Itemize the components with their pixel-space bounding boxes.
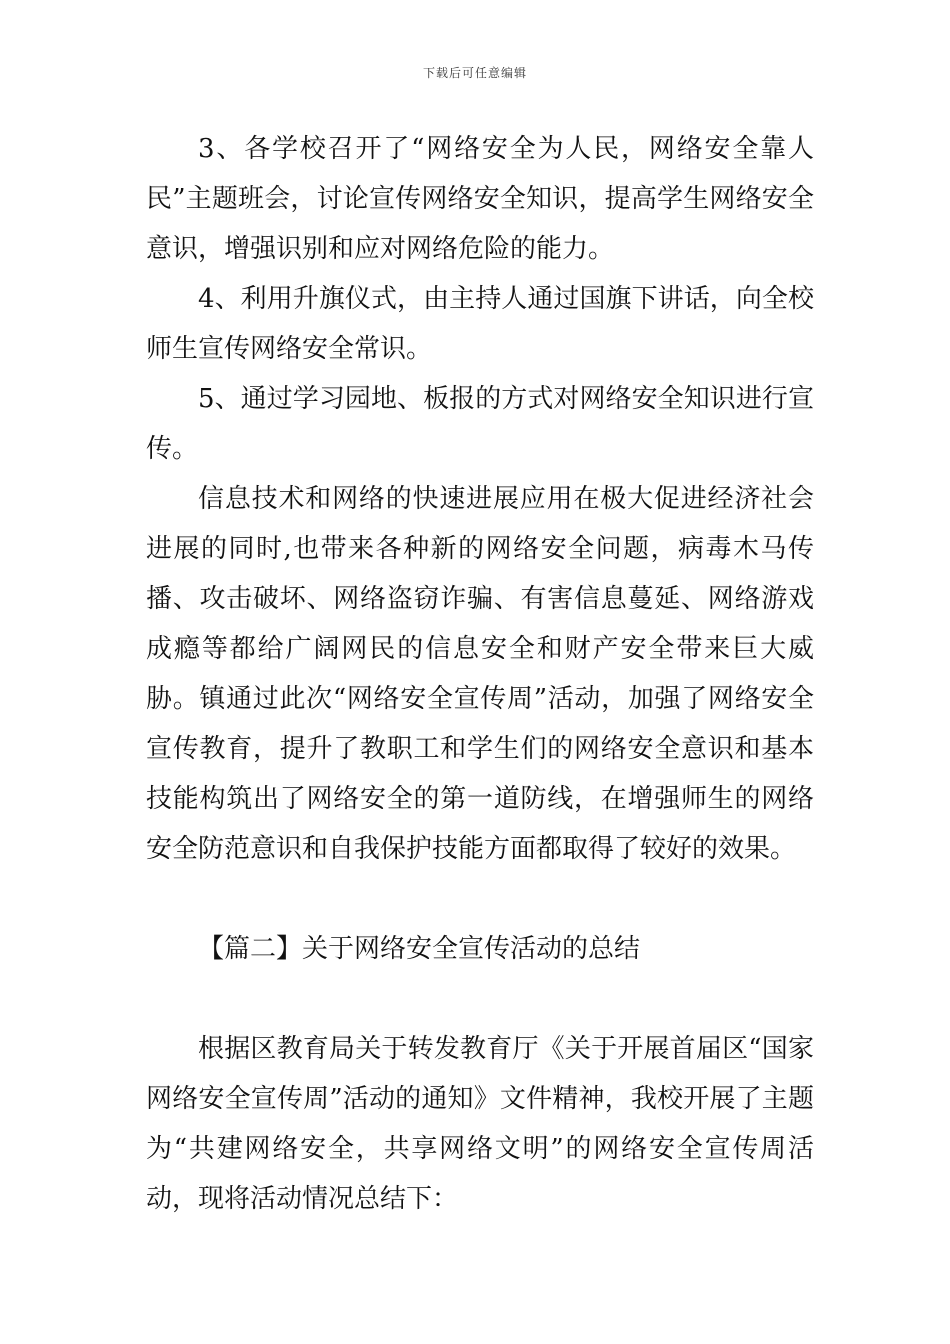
- section-spacer: [146, 974, 814, 1024]
- section-intro-paragraph: 根据区教育局关于转发教育厅《关于开展首届区“国家网络安全宣传周”活动的通知》文件精神，我校开展了主题为“共建网络安全，共享网络文明”的网络安全宣传周活动，现将活动情况总结下：: [146, 1034, 814, 1214]
- section-heading: 【篇二】关于网络安全宣传活动的总结: [198, 934, 641, 964]
- paragraph-item-4: 4、利用升旗仪式，由主持人通过国旗下讲话，向全校师生宣传网络安全常识。: [146, 284, 814, 364]
- page-header: 下载后可任意编辑: [422, 66, 527, 80]
- paragraph-summary: 信息技术和网络的快速进展应用在极大促进经济社会进展的同时,也带来各种新的网络安全问题，病毒木马传播、攻击破坏、网络盗窃诈骗、有害信息蔓延、网络游戏成瘾等都给广阔网民的信息安全和财产安全带来巨大威胁。镇通过此次“网络安全宣传周”活动，加强了网络安全宣传教育，提升了教职工和学生们的网络安全意识和基本技能构筑出了网络安全的第一道防线，在增强师生的网络安全防范意识和自我保护技能方面都取得了较好的效果。: [146, 484, 814, 864]
- paragraph-item-5: 5、通过学习园地、板报的方式对网络安全知识进行宣传。: [146, 384, 814, 464]
- paragraph-item-3: 3、各学校召开了“网络安全为人民，网络安全靠人民”主题班会，讨论宣传网络安全知识，提高学生网络安全意识，增强识别和应对网络危险的能力。: [146, 134, 814, 264]
- document-body: [146, 124, 814, 1224]
- section-spacer: [146, 874, 814, 924]
